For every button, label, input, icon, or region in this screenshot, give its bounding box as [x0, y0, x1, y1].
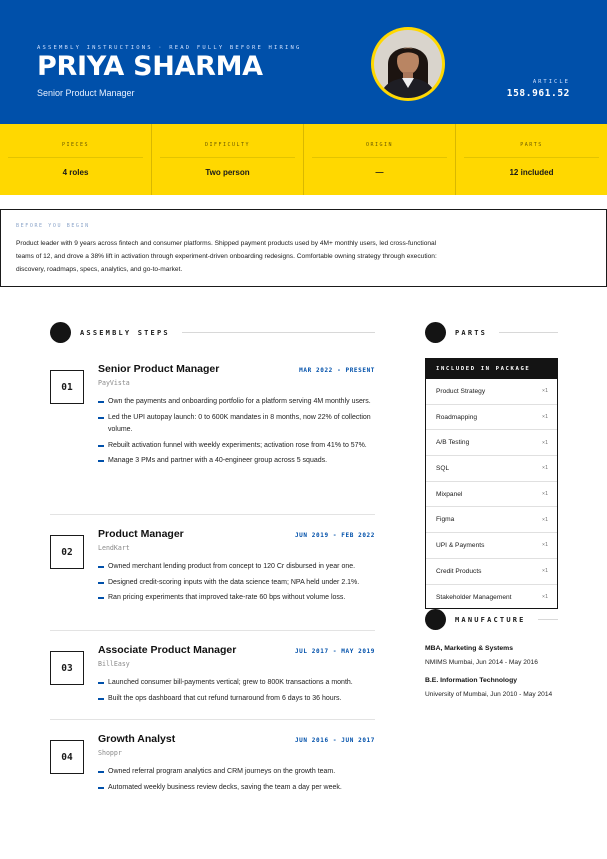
skill-name: SQL — [436, 464, 450, 472]
skill-name: Credit Products — [436, 567, 482, 575]
step-header — [98, 644, 375, 656]
section-title: ASSEMBLY STEPS — [80, 328, 170, 337]
spec-value: Two person — [205, 168, 250, 177]
summary-text: Product leader with 9 years across fintech and consumer platforms. Shipped payment products used by 4M+ monthly users, led cross-functional teams of 12, and drove a 38% lift in activation through experiment-driven onboarding redesigns. Comfortable owning strategy through execution: discovery, roadmaps, specs, analytics, and go-to-market. — [16, 240, 437, 273]
experience-step — [50, 515, 375, 631]
education-entry — [425, 644, 575, 669]
company-name: Shoppr — [98, 749, 122, 757]
filled-circle-icon — [425, 609, 446, 630]
job-title: Senior Product Manager — [98, 363, 220, 375]
job-title: Product Manager — [98, 528, 184, 540]
experience-step — [50, 631, 375, 720]
skill-row — [426, 456, 557, 482]
spec-divider — [8, 157, 143, 158]
section-rule — [538, 619, 558, 620]
job-dates: MAR 2022 - PRESENT — [299, 367, 375, 374]
job-title: Associate Product Manager — [98, 644, 237, 656]
degree-title: B.E. Information Technology — [425, 677, 518, 684]
skill-row — [426, 405, 557, 431]
spec-difficulty — [152, 124, 304, 195]
job-dates: JUL 2017 - MAY 2019 — [294, 648, 375, 655]
company-name: PayVista — [98, 379, 130, 387]
avatar — [371, 27, 445, 101]
achievement-item: Manage 3 PMs and partner with a 40-engineer group across 5 squads. — [98, 455, 375, 468]
school-info: University of Mumbai, Jun 2010 - May 2014 — [425, 691, 553, 698]
filled-circle-icon — [425, 322, 446, 343]
achievement-item: Launched consumer bill-payments vertical; grew to 800K transactions a month. — [98, 677, 375, 690]
spec-label: DIFFICULTY — [204, 142, 251, 148]
article-number: 158.961.52 — [506, 88, 570, 99]
skill-name: A/B Testing — [436, 439, 470, 447]
skill-name: Figma — [436, 516, 455, 524]
achievement-item: Ran pricing experiments that improved take-rate 60 bps without volume loss. — [98, 592, 375, 605]
step-body — [98, 733, 375, 794]
spec-pieces — [0, 124, 152, 195]
skill-row — [426, 533, 557, 559]
step-body — [98, 644, 375, 705]
spec-value: 12 included — [509, 168, 554, 177]
step-number: 04 — [50, 740, 84, 774]
skill-name: Product Strategy — [436, 387, 486, 395]
step-header — [98, 528, 375, 540]
achievement-item: Owned merchant lending product from concept to 120 Cr disbursed in year one. — [98, 561, 375, 574]
section-title: PARTS — [455, 328, 488, 337]
filled-circle-icon — [50, 322, 71, 343]
spec-divider — [312, 157, 447, 158]
achievement-item: Own the payments and onboarding portfolio for a platform serving 4M monthly users. — [98, 396, 375, 409]
skill-qty: ×1 — [541, 414, 548, 421]
section-title: MANUFACTURE — [455, 615, 526, 624]
achievement-item: Designed credit-scoring inputs with the data science team; NPA held under 2.1%. — [98, 577, 375, 590]
achievement-item: Owned referral program analytics and CRM journeys on the growth team. — [98, 766, 375, 779]
summary-box — [0, 209, 607, 287]
skill-row — [426, 430, 557, 456]
job-dates: JUN 2019 - FEB 2022 — [294, 532, 375, 539]
skill-row — [426, 482, 557, 508]
skill-qty: ×1 — [541, 568, 548, 575]
skill-qty: ×1 — [541, 388, 548, 395]
skill-qty: ×1 — [541, 465, 548, 472]
skills-box — [425, 358, 558, 609]
achievement-list — [98, 396, 375, 468]
experience-list — [50, 363, 375, 805]
step-header — [98, 733, 375, 745]
section-header-parts — [425, 322, 558, 343]
article-label: ARTICLE — [532, 79, 570, 85]
skill-row — [426, 585, 557, 611]
skill-row — [426, 507, 557, 533]
achievement-list — [98, 561, 375, 605]
candidate-name: PRIYA SHARMA — [37, 51, 263, 82]
skill-qty: ×1 — [541, 439, 548, 446]
profile-photo — [374, 30, 442, 98]
step-header — [98, 363, 375, 375]
section-header-manufacture — [425, 609, 558, 630]
header-kicker: ASSEMBLY INSTRUCTIONS · READ FULLY BEFORE HIRING — [37, 45, 302, 51]
achievement-item: Built the ops dashboard that cut refund turnaround from 6 days to 36 hours. — [98, 693, 375, 706]
step-body — [98, 528, 375, 605]
spec-value: 4 roles — [62, 168, 89, 177]
spec-origin — [304, 124, 456, 195]
achievement-list — [98, 677, 375, 705]
candidate-role: Senior Product Manager — [37, 88, 135, 98]
school-info: NMIMS Mumbai, Jun 2014 - May 2016 — [425, 659, 538, 666]
achievement-list — [98, 766, 375, 794]
skill-row — [426, 379, 557, 405]
skill-name: Stakeholder Management — [436, 593, 512, 601]
job-title: Growth Analyst — [98, 733, 176, 745]
step-body — [98, 363, 375, 468]
skills-box-title: INCLUDED IN PACKAGE — [426, 359, 557, 379]
spec-divider — [464, 157, 599, 158]
section-rule — [182, 332, 375, 333]
skill-row — [426, 559, 557, 585]
section-rule — [499, 332, 558, 333]
experience-step — [50, 363, 375, 515]
degree-title: MBA, Marketing & Systems — [425, 645, 514, 652]
spec-parts — [456, 124, 607, 195]
spec-label: PIECES — [61, 142, 90, 148]
skill-qty: ×1 — [541, 542, 548, 549]
company-name: LendKart — [98, 544, 130, 552]
achievement-item: Automated weekly business review decks, saving the team a day per week. — [98, 782, 375, 795]
skill-name: UPI & Payments — [436, 541, 485, 549]
skill-qty: ×1 — [541, 594, 548, 601]
skill-name: Mixpanel — [436, 490, 463, 498]
header-banner — [0, 0, 607, 124]
spec-label: PARTS — [520, 142, 543, 148]
step-number: 03 — [50, 651, 84, 685]
spec-divider — [160, 157, 295, 158]
spec-strip — [0, 124, 607, 195]
achievement-item: Led the UPI autopay launch: 0 to 600K mandates in 8 months, now 22% of collection volume. — [98, 412, 375, 437]
company-name: BillEasy — [98, 660, 130, 668]
education-entry — [425, 676, 565, 701]
experience-step — [50, 720, 375, 805]
job-dates: JUN 2016 - JUN 2017 — [294, 737, 375, 744]
achievement-item: Rebuilt activation funnel with weekly experiments; activation rose from 41% to 57%. — [98, 440, 375, 453]
spec-label: ORIGIN — [365, 142, 394, 148]
spec-value: — — [375, 168, 384, 177]
step-number: 01 — [50, 370, 84, 404]
section-header-steps — [50, 322, 375, 343]
step-number: 02 — [50, 535, 84, 569]
skill-name: Roadmapping — [436, 413, 478, 421]
summary-label: BEFORE YOU BEGIN — [16, 223, 90, 229]
skill-qty: ×1 — [541, 491, 548, 498]
skill-qty: ×1 — [541, 516, 548, 523]
